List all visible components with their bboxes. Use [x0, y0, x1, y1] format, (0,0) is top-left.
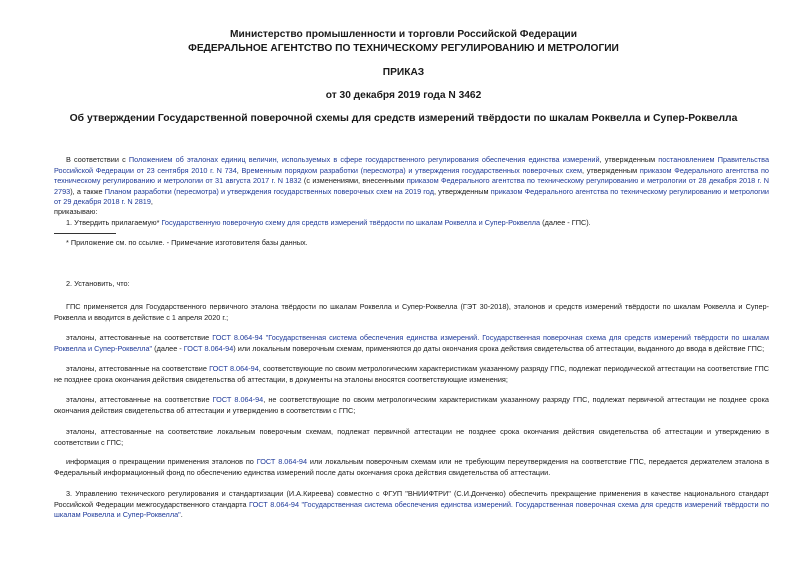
preamble-paragraph [54, 155, 769, 208]
text: (далее - ГПС). [540, 218, 591, 227]
text: ), а также [70, 186, 105, 196]
ministry-name: Министерство промышленности и торговли Российской Федерации [230, 29, 577, 40]
text: информация о прекращении применения эталонов по [66, 457, 257, 466]
link-plan-2019[interactable]: Планом разработки (пересмотра) и утверждения государственных поверочных схем на 2019 год [104, 186, 434, 196]
link-order-2793[interactable]: приказом Федерального агентства по техническому регулированию и метрологии от 28 декабря 2018 г. N 2793 [54, 176, 769, 196]
page-title: Об утверждении Государственной поверочной схемы для средств измерений твёрдости по шкалам Роквелла и Супер-Роквелла [69, 113, 738, 124]
paragraph-information [54, 457, 769, 478]
link-temporary-procedure[interactable]: Временным порядком разработки (пересмотра) и утверждения государственных поверочных схем [241, 165, 582, 175]
paragraph-etalons-4: эталоны, аттестованные на соответствие локальным поверочным схемам, подлежат первичной аттестации не позднее срока окончания действия свидетельства об аттестации и утверждению в соответствии с ГПС; [54, 427, 769, 447]
doc-type: ПРИКАЗ [382, 67, 425, 78]
footnote-divider [54, 233, 116, 234]
text: (далее - [152, 343, 184, 353]
text: эталоны, аттестованные на соответствие [66, 364, 210, 373]
text: 1. Утвердить прилагаемую* [66, 218, 162, 227]
link-regulation-etalons[interactable]: Положением об эталонах единиц величин, используемых в сфере государственного регулирования обеспечения единства измерений [128, 155, 600, 164]
link-gost[interactable]: ГОСТ 8.064-94 [212, 395, 264, 404]
link-order-2819[interactable]: приказом Федерального агентства по техническому регулированию и метрологии от 29 декабря 2018 г. N 2819 [54, 186, 769, 206]
text: (с изменениями, внесенными [301, 176, 407, 185]
text: , [150, 197, 153, 206]
text: эталоны, аттестованные на соответствие [66, 395, 213, 404]
text: , утвержденным [581, 165, 640, 175]
text: , утвержденным [433, 186, 491, 196]
link-gost-full[interactable]: ГОСТ 8.064-94 "Государственная система обеспечения единства измерений. Государственная поверочная схема для средств измерений твёрдости по шкалам Роквелла и Супер-Роквелла" [54, 499, 769, 519]
text: . [180, 510, 183, 519]
text: , [236, 165, 242, 175]
text: 3. Управлению технического регулирования и стандартизации (И.А.Киреева) совместно с ФГУП "ВНИИФТРИ" (С.И.Донченко) обеспечить прекращение применения в качестве национального стандарт Российской Федерации межгосударственного стандарта [54, 489, 769, 509]
text: ) или локальным поверочным схемам, применяются до даты окончания срока действия свидетельства об аттестации, выданного до ввода в действие ГПС; [233, 343, 765, 353]
link-gost[interactable]: ГОСТ 8.064-94 [209, 364, 259, 373]
paragraph-etalons-2 [54, 364, 769, 385]
orders-word: приказываю: [54, 207, 98, 216]
item-2: 2. Установить, что: [66, 279, 130, 288]
doc-date-number: от 30 декабря 2019 года N 3462 [325, 90, 482, 101]
link-gost-full[interactable]: ГОСТ 8.064-94 "Государственная система обеспечения единства измерений. Государственная поверочная схема для средств измерений твёрдости по шкалам Роквелла и Супер-Роквелла" [54, 333, 769, 353]
paragraph-etalons-3 [54, 395, 769, 416]
text: В соответствии с [66, 155, 129, 164]
agency-name: ФЕДЕРАЛЬНОЕ АГЕНТСТВО ПО ТЕХНИЧЕСКОМУ РЕГУЛИРОВАНИЮ И МЕТРОЛОГИИ [188, 43, 619, 54]
link-gost[interactable]: ГОСТ 8.064-94 [183, 343, 234, 353]
text: или локальным поверочным схемам или не требующим переутверждения на соответствие ГПС, передается держателем эталона в Федеральный информационный фонд по обеспечению единства измерений после даты окончания срока действия свидетельства об аттестации. [54, 457, 769, 477]
text: , соответствующие по своим метрологическим характеристикам указанному разряду ГПС, подлежат периодической аттестации на соответствие ГПС не позднее срока окончания действия свидетельства об аттестации, в документы на эталоны вносятся соответствующие изменения; [54, 364, 769, 384]
link-order-1832[interactable]: приказом Федерального агентства по техническому регулированию и метрологии от 31 августа 2017 г. N 1832 [54, 165, 769, 185]
text: , не соответствующие по своим метрологическим характеристикам указанному разряду ГПС, подлежат первичной аттестации не позднее срока окончания действия свидетельства об аттестации и утверждению в соответствии с ГПС; [54, 395, 769, 415]
item-1 [54, 218, 769, 229]
link-government-decree[interactable]: постановлением Правительства Российской Федерации от 23 сентября 2010 г. N 734 [54, 155, 770, 175]
item-3 [54, 489, 769, 521]
text: , утвержденным [599, 155, 659, 164]
paragraph-etalons-1 [54, 333, 769, 354]
footnote: * Приложение см. по ссылке. - Примечание изготовителя базы данных. [66, 238, 308, 247]
link-gost[interactable]: ГОСТ 8.064-94 [256, 457, 308, 466]
link-gps[interactable]: Государственную поверочную схему для средств измерений твёрдости по шкалам Роквелла и Супер-Роквелла [161, 218, 541, 227]
text: эталоны, аттестованные на соответствие [66, 333, 213, 342]
paragraph-gps-scope: ГПС применяется для Государственного первичного эталона твёрдости по шкалам Роквелла и Супер-Роквелла (ГЭТ 30-2018), эталонов и средств измерений твёрдости по шкалам Роквелла и Супер-Роквелла и вводится в действие с 1 апреля 2020 г.; [54, 302, 769, 322]
